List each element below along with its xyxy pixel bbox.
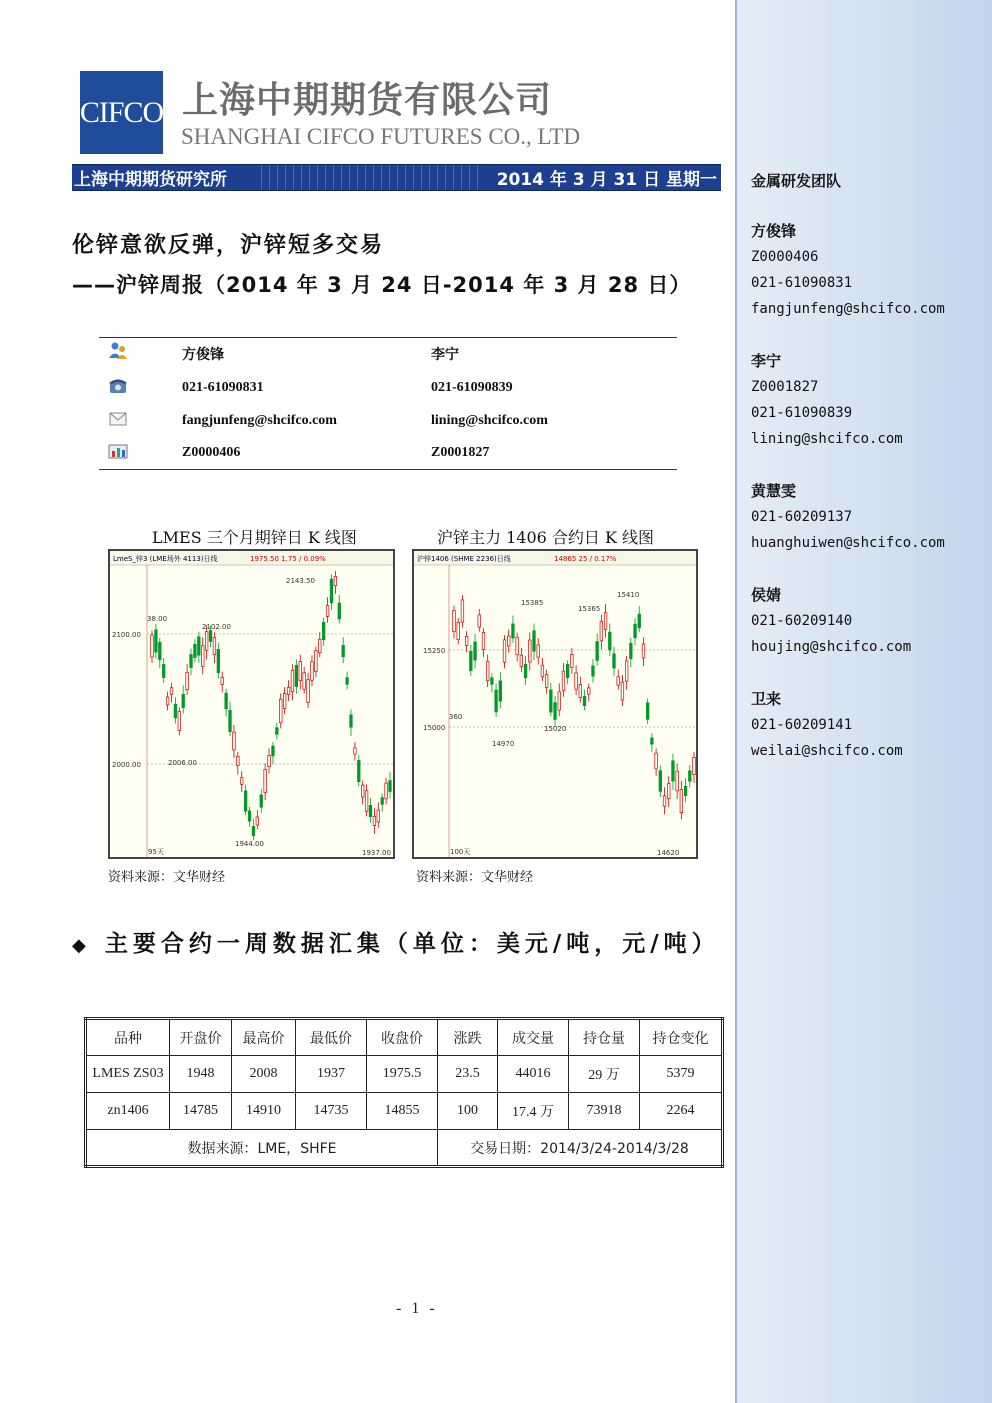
candle bbox=[209, 631, 212, 642]
chart-source-lme: 资料来源：文华财经 bbox=[108, 870, 226, 885]
candle bbox=[528, 640, 531, 662]
candle bbox=[194, 644, 197, 657]
price-label-2100: 2100.00 bbox=[112, 631, 141, 639]
candle bbox=[478, 615, 481, 627]
candle bbox=[155, 630, 158, 652]
annotation-2006: 2006.00 bbox=[168, 759, 197, 767]
candle bbox=[453, 610, 456, 631]
candle bbox=[357, 760, 360, 781]
candle bbox=[377, 810, 380, 822]
candle bbox=[663, 796, 666, 806]
candle bbox=[592, 666, 595, 676]
mail-icon bbox=[107, 410, 129, 428]
candle bbox=[178, 712, 181, 731]
candle bbox=[604, 613, 607, 630]
candle bbox=[465, 636, 468, 645]
sidebar-title: 金属研发团队 bbox=[751, 172, 842, 190]
annotation-14970: 14970 bbox=[492, 740, 515, 748]
candle bbox=[516, 637, 519, 654]
annotation-1944: 1944.00 bbox=[235, 840, 264, 848]
page-number: - 1 - bbox=[396, 1300, 438, 1317]
candle bbox=[283, 694, 286, 709]
candle bbox=[617, 677, 620, 685]
candle bbox=[303, 673, 306, 690]
candle bbox=[315, 651, 318, 672]
candle bbox=[260, 795, 263, 807]
chart-icon bbox=[107, 442, 129, 460]
section-heading: ◆ 主要合约一周数据汇集（单位：美元/吨，元/吨） bbox=[72, 931, 720, 957]
candle bbox=[642, 644, 645, 658]
candle bbox=[541, 665, 544, 677]
candle bbox=[655, 753, 658, 769]
candle bbox=[659, 771, 662, 792]
candle bbox=[520, 655, 523, 667]
candle bbox=[307, 680, 310, 703]
annotation-left-edge: 38.00 bbox=[147, 615, 168, 623]
candle bbox=[491, 678, 494, 685]
candle bbox=[613, 654, 616, 668]
chart-caption-shfe: 沪锌主力 1406 合约日 K 线图 bbox=[437, 528, 655, 547]
phone-icon bbox=[107, 377, 129, 395]
kline-chart-lme bbox=[108, 549, 395, 859]
candle bbox=[512, 624, 515, 638]
candle bbox=[240, 778, 243, 785]
candle bbox=[190, 655, 193, 668]
candle bbox=[213, 637, 216, 654]
header-band bbox=[72, 164, 721, 191]
author-id-row: Z0000406 Z0001827 bbox=[99, 439, 677, 471]
candle bbox=[507, 636, 510, 646]
candle bbox=[499, 681, 502, 701]
team-sidebar bbox=[735, 0, 992, 1403]
candle bbox=[672, 761, 675, 781]
bullet-icon: ◆ bbox=[72, 935, 91, 956]
chart-info-lme: LmeS_锌3 (LME场外 4113)日线 bbox=[113, 555, 218, 563]
candle bbox=[562, 671, 565, 691]
candle bbox=[680, 789, 683, 812]
candle bbox=[311, 662, 314, 681]
candle bbox=[326, 606, 329, 617]
candle bbox=[217, 649, 220, 672]
candle bbox=[342, 645, 345, 656]
chart-info-shfe: 沪锌1406 (SHME 2236)日线 bbox=[417, 555, 511, 563]
table-footer-row: 数据来源：LME，SHFE 交易日期：2014/3/24-2014/3/28 bbox=[86, 1130, 723, 1167]
candle bbox=[205, 632, 208, 651]
candle bbox=[256, 817, 259, 825]
price-label-15000: 15000 bbox=[423, 724, 446, 732]
candle bbox=[318, 639, 321, 653]
candle bbox=[600, 621, 603, 641]
candle bbox=[162, 664, 165, 677]
candle bbox=[350, 715, 353, 727]
days-label-shfe: 100天 bbox=[450, 848, 471, 856]
candle bbox=[322, 622, 325, 639]
candle bbox=[237, 756, 240, 765]
chart-source-shfe: 资料来源：文华财经 bbox=[416, 870, 534, 885]
candle bbox=[159, 642, 162, 659]
candle bbox=[174, 704, 177, 718]
days-label-lme: 95天 bbox=[148, 848, 164, 856]
candle bbox=[170, 688, 173, 695]
candle bbox=[537, 645, 540, 657]
team-member: 侯婧 021-60209140 houjing@shcifco.com bbox=[751, 586, 912, 655]
company-name-en: SHANGHAI CIFCO FUTURES CO., LTD bbox=[181, 124, 581, 149]
author-email-row: fangjunfeng@shcifco.com lining@shcifco.com bbox=[99, 407, 677, 439]
candle bbox=[634, 624, 637, 638]
candle bbox=[389, 781, 392, 792]
candle bbox=[373, 816, 376, 825]
candle bbox=[688, 771, 691, 781]
candle bbox=[625, 661, 628, 681]
candle bbox=[554, 703, 557, 720]
price-label-15250: 15250 bbox=[423, 647, 446, 655]
candle bbox=[369, 805, 372, 816]
candle bbox=[524, 664, 527, 678]
annotation-1937: 1937.00 bbox=[362, 849, 391, 857]
kline-chart-shfe bbox=[412, 549, 698, 859]
candle bbox=[287, 687, 290, 694]
candle bbox=[486, 661, 489, 681]
institute-name: 上海中期期货研究所 bbox=[74, 170, 227, 190]
table-header-row: 品种 开盘价 最高价 最低价 收盘价 涨跌 成交量 持仓量 持仓变化 bbox=[86, 1019, 723, 1056]
candle bbox=[264, 769, 267, 792]
candle bbox=[295, 665, 298, 686]
candle bbox=[330, 579, 333, 603]
table-row: LMES ZS03 1948 2008 1937 1975.5 23.5 44016 29 万 5379 bbox=[86, 1056, 723, 1093]
candle bbox=[338, 603, 341, 619]
candle bbox=[381, 798, 384, 805]
chart-values-lme: 1975.50 1.75 / 0.09% bbox=[250, 555, 326, 563]
candle bbox=[608, 632, 611, 650]
candle bbox=[596, 642, 599, 661]
annotation-left-edge-shfe: 360 bbox=[449, 713, 463, 721]
annotation-high: 2143.50 bbox=[286, 577, 315, 585]
candle bbox=[579, 684, 582, 697]
candles-shfe bbox=[453, 595, 696, 819]
candle bbox=[545, 675, 548, 688]
annotation-15410: 15410 bbox=[617, 591, 640, 599]
candle bbox=[495, 690, 498, 712]
weekly-data-table bbox=[84, 1017, 724, 1168]
annotation-15020: 15020 bbox=[544, 725, 567, 733]
candle bbox=[229, 710, 232, 731]
company-logo: CIFCO bbox=[80, 71, 163, 154]
candle bbox=[252, 826, 255, 835]
report-subtitle: ——沪锌周报（2014 年 3 月 24 日-2014 年 3 月 28 日） bbox=[72, 273, 692, 297]
report-title: 伦锌意欲反弹，沪锌短多交易 bbox=[72, 233, 385, 258]
candle bbox=[186, 672, 189, 689]
candle bbox=[693, 757, 696, 774]
team-member: 方俊锋 Z0000406 021-61090831 fangjunfeng@shcifco.com bbox=[751, 222, 945, 317]
candle bbox=[457, 622, 460, 639]
annotation-2102: 2102.00 bbox=[202, 623, 231, 631]
candle bbox=[630, 643, 633, 659]
candle bbox=[279, 699, 282, 723]
candle bbox=[684, 786, 687, 795]
price-label-2000: 2000.00 bbox=[112, 761, 141, 769]
candle bbox=[621, 682, 624, 700]
candle bbox=[461, 600, 464, 622]
candle bbox=[346, 678, 349, 685]
candle bbox=[558, 692, 561, 710]
candle bbox=[533, 631, 536, 651]
candle bbox=[583, 696, 586, 705]
candle bbox=[276, 728, 279, 735]
candle bbox=[503, 640, 506, 662]
candle bbox=[571, 654, 574, 667]
chart-values-shfe: 14865 25 / 0.17% bbox=[554, 555, 617, 563]
candle bbox=[646, 703, 649, 720]
annotation-15365: 15365 bbox=[578, 605, 601, 613]
author-table bbox=[99, 337, 677, 470]
candle bbox=[248, 811, 251, 821]
candle bbox=[676, 771, 679, 791]
report-date: 2014 年 3 月 31 日 星期一 bbox=[496, 170, 717, 190]
candle bbox=[182, 694, 185, 707]
candle bbox=[221, 678, 224, 685]
candle bbox=[651, 738, 654, 744]
chart-caption-lme: LMES 三个月期锌日 K 线图 bbox=[152, 528, 357, 547]
candle bbox=[201, 646, 204, 667]
candle bbox=[566, 664, 569, 677]
candle bbox=[198, 637, 201, 655]
candle bbox=[268, 755, 271, 766]
person-icon bbox=[107, 341, 129, 359]
candle bbox=[474, 642, 477, 660]
kline-svg-shfe bbox=[414, 551, 696, 857]
candle bbox=[638, 614, 641, 628]
candle bbox=[272, 746, 275, 756]
candle bbox=[225, 693, 228, 709]
candle bbox=[151, 635, 154, 657]
author-phone-row: 021-61090831 021-61090839 bbox=[99, 374, 677, 406]
team-member: 卫来 021-60209141 weilai@shcifco.com bbox=[751, 690, 903, 759]
candle bbox=[291, 670, 294, 691]
company-name-cn: 上海中期期货有限公司 bbox=[182, 80, 553, 121]
team-member: 李宁 Z0001827 021-61090839 lining@shcifco.com bbox=[751, 352, 903, 447]
candles-lme bbox=[151, 571, 392, 840]
candle bbox=[361, 785, 364, 797]
annotation-15385: 15385 bbox=[521, 599, 544, 607]
candle bbox=[334, 576, 337, 585]
candle bbox=[587, 688, 590, 694]
annotation-14620: 14620 bbox=[657, 849, 680, 857]
candle bbox=[470, 651, 473, 670]
candle bbox=[233, 732, 236, 750]
candle bbox=[482, 633, 485, 650]
author-name-row: 方俊锋 李宁 bbox=[99, 338, 677, 370]
candle bbox=[385, 783, 388, 799]
kline-svg-lme bbox=[110, 551, 393, 857]
candle bbox=[244, 791, 247, 811]
team-member: 黄慧雯 021-60209137 huanghuiwen@shcifco.com bbox=[751, 482, 945, 551]
candle bbox=[354, 748, 357, 754]
candle bbox=[550, 690, 553, 712]
candle bbox=[365, 791, 368, 811]
candle bbox=[575, 673, 578, 689]
candle bbox=[667, 784, 670, 799]
table-row: zn1406 14785 14910 14735 14855 100 17.4 万 73918 2264 bbox=[86, 1093, 723, 1130]
candle bbox=[299, 661, 302, 680]
candle bbox=[166, 697, 169, 705]
